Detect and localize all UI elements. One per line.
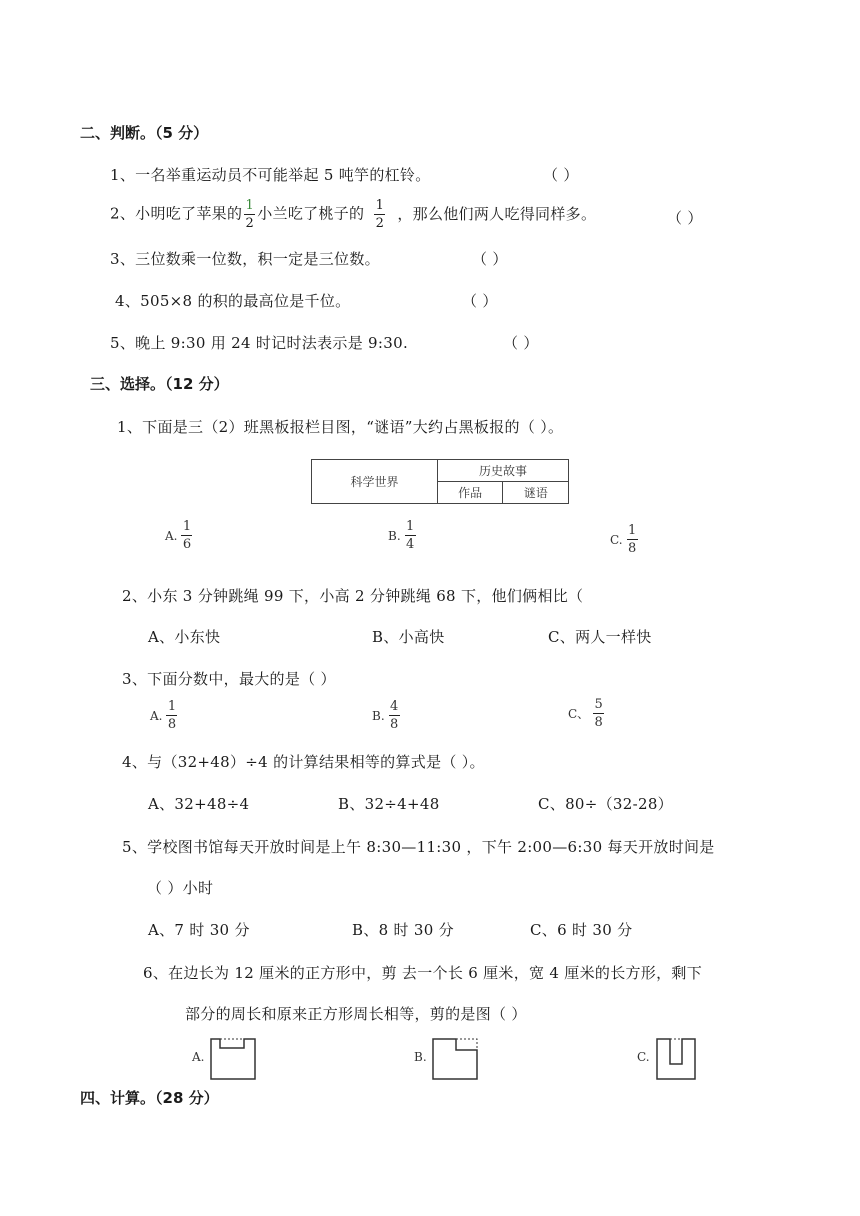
board-cell-works: 作品 bbox=[437, 482, 503, 504]
section3-q2: 2、小东 3 分钟跳绳 99 下，小高 2 分钟跳绳 68 下，他们俩相比（ bbox=[122, 587, 584, 605]
section4-title: 四、计算。（28 分） bbox=[80, 1089, 219, 1107]
q4-option-c[interactable]: C、80÷（32-28） bbox=[538, 795, 673, 813]
q5-option-c[interactable]: C、6 时 30 分 bbox=[530, 921, 633, 939]
section2-q4: 4、505×8 的积的最高位是千位。 bbox=[115, 292, 351, 310]
q1-option-b[interactable]: B. $\frac{1}{4}$ bbox=[388, 519, 415, 552]
section2-q5: 5、晚上 9:30 用 24 时记时法表示是 9:30. bbox=[110, 334, 409, 352]
q6-option-c[interactable] bbox=[637, 1050, 650, 1064]
q6-option-a[interactable] bbox=[192, 1050, 204, 1064]
section2-q1: 1、一名举重运动员不可能举起 5 吨竽的杠铃。 bbox=[110, 166, 431, 184]
q1-option-c[interactable]: C. $\frac{1}{8}$ bbox=[610, 523, 637, 556]
section3-q6-line1: 6、在边长为 12 厘米的正方形中，剪 去一个长 6 厘米，宽 4 厘米的长方形，剩下 bbox=[143, 964, 702, 982]
board-cell-history: 历史故事 bbox=[437, 460, 568, 482]
section3-q5-line1: 5、学校图书馆每天开放时间是上午 8:30—11:30 ，下午 2:00—6:30 每天开放时间是 bbox=[122, 838, 715, 856]
section2-q2-text-a: 2、小明吃了苹果的 bbox=[110, 204, 243, 223]
q2-option-a[interactable]: A、小东快 bbox=[148, 628, 221, 646]
section2-q4-answer-blank[interactable]: （ ） bbox=[462, 292, 498, 310]
section2-q2-answer-blank[interactable]: （ ） bbox=[667, 209, 703, 227]
q2-option-c[interactable]: C、两人一样快 bbox=[548, 628, 652, 646]
section2-q3: 3、三位数乘一位数，积一定是三位数。 bbox=[110, 250, 380, 268]
q4-option-a[interactable]: A、32+48÷4 bbox=[148, 795, 250, 813]
section2-q1-answer-blank[interactable]: （ ） bbox=[543, 166, 579, 184]
q3-option-c[interactable]: C、 $\frac{5}{8}$ bbox=[568, 697, 603, 730]
section2-q5-answer-blank[interactable]: （ ） bbox=[503, 334, 539, 352]
q3-option-b[interactable]: B. $\frac{4}{8}$ bbox=[372, 699, 399, 732]
board-cell-riddles: 谜语 bbox=[503, 482, 569, 504]
section3-q1: 1、下面是三（2）班黑板报栏目图，“谜语”大约占黑板报的（ ）。 bbox=[117, 418, 564, 436]
q1-option-a[interactable]: A. $\frac{1}{6}$ bbox=[165, 519, 192, 552]
q6-option-b-label: B. bbox=[414, 1050, 427, 1064]
q2-fraction-1: $\frac{1}{2}$ bbox=[245, 198, 255, 231]
q4-option-b[interactable]: B、32÷4+48 bbox=[338, 795, 440, 813]
section2-q2-text-b: 小兰吃了桃子的 bbox=[257, 204, 365, 223]
q3-option-a[interactable]: A. $\frac{1}{8}$ bbox=[150, 699, 177, 732]
q2-option-b[interactable]: B、小高快 bbox=[372, 628, 445, 646]
q5-option-b[interactable]: B、8 时 30 分 bbox=[352, 921, 454, 939]
section3-q4: 4、与（32+48）÷4 的计算结果相等的算式是（ ）。 bbox=[122, 753, 485, 771]
section2-q2 bbox=[110, 199, 596, 230]
q6-option-b[interactable] bbox=[414, 1050, 427, 1064]
q6-figure-a bbox=[210, 1038, 256, 1080]
q2-fraction-2: $\frac{1}{2}$ bbox=[375, 198, 385, 231]
section3-q3: 3、下面分数中，最大的是（ ） bbox=[122, 670, 336, 688]
section2-title: 二、判断。（5 分） bbox=[80, 124, 209, 142]
board-cell-science: 科学世界 bbox=[312, 460, 438, 504]
q6-option-a-label: A. bbox=[192, 1050, 205, 1064]
section2-q3-answer-blank[interactable]: （ ） bbox=[472, 250, 508, 268]
blackboard-diagram bbox=[311, 459, 569, 504]
q6-figure-b bbox=[432, 1038, 478, 1080]
q6-option-c-label: C. bbox=[637, 1050, 650, 1064]
section3-q6-line2: 部分的周长和原来正方形周长相等，剪的是图（ ） bbox=[185, 1005, 527, 1023]
section3-title: 三、选择。（12 分） bbox=[90, 375, 229, 393]
section3-q5-line2: （ ）小时 bbox=[147, 879, 214, 897]
q5-option-a[interactable]: A、7 时 30 分 bbox=[148, 921, 250, 939]
section2-q2-text-c: ，那么他们两人吃得同样多。 bbox=[397, 204, 597, 223]
q6-figure-c bbox=[656, 1038, 696, 1080]
